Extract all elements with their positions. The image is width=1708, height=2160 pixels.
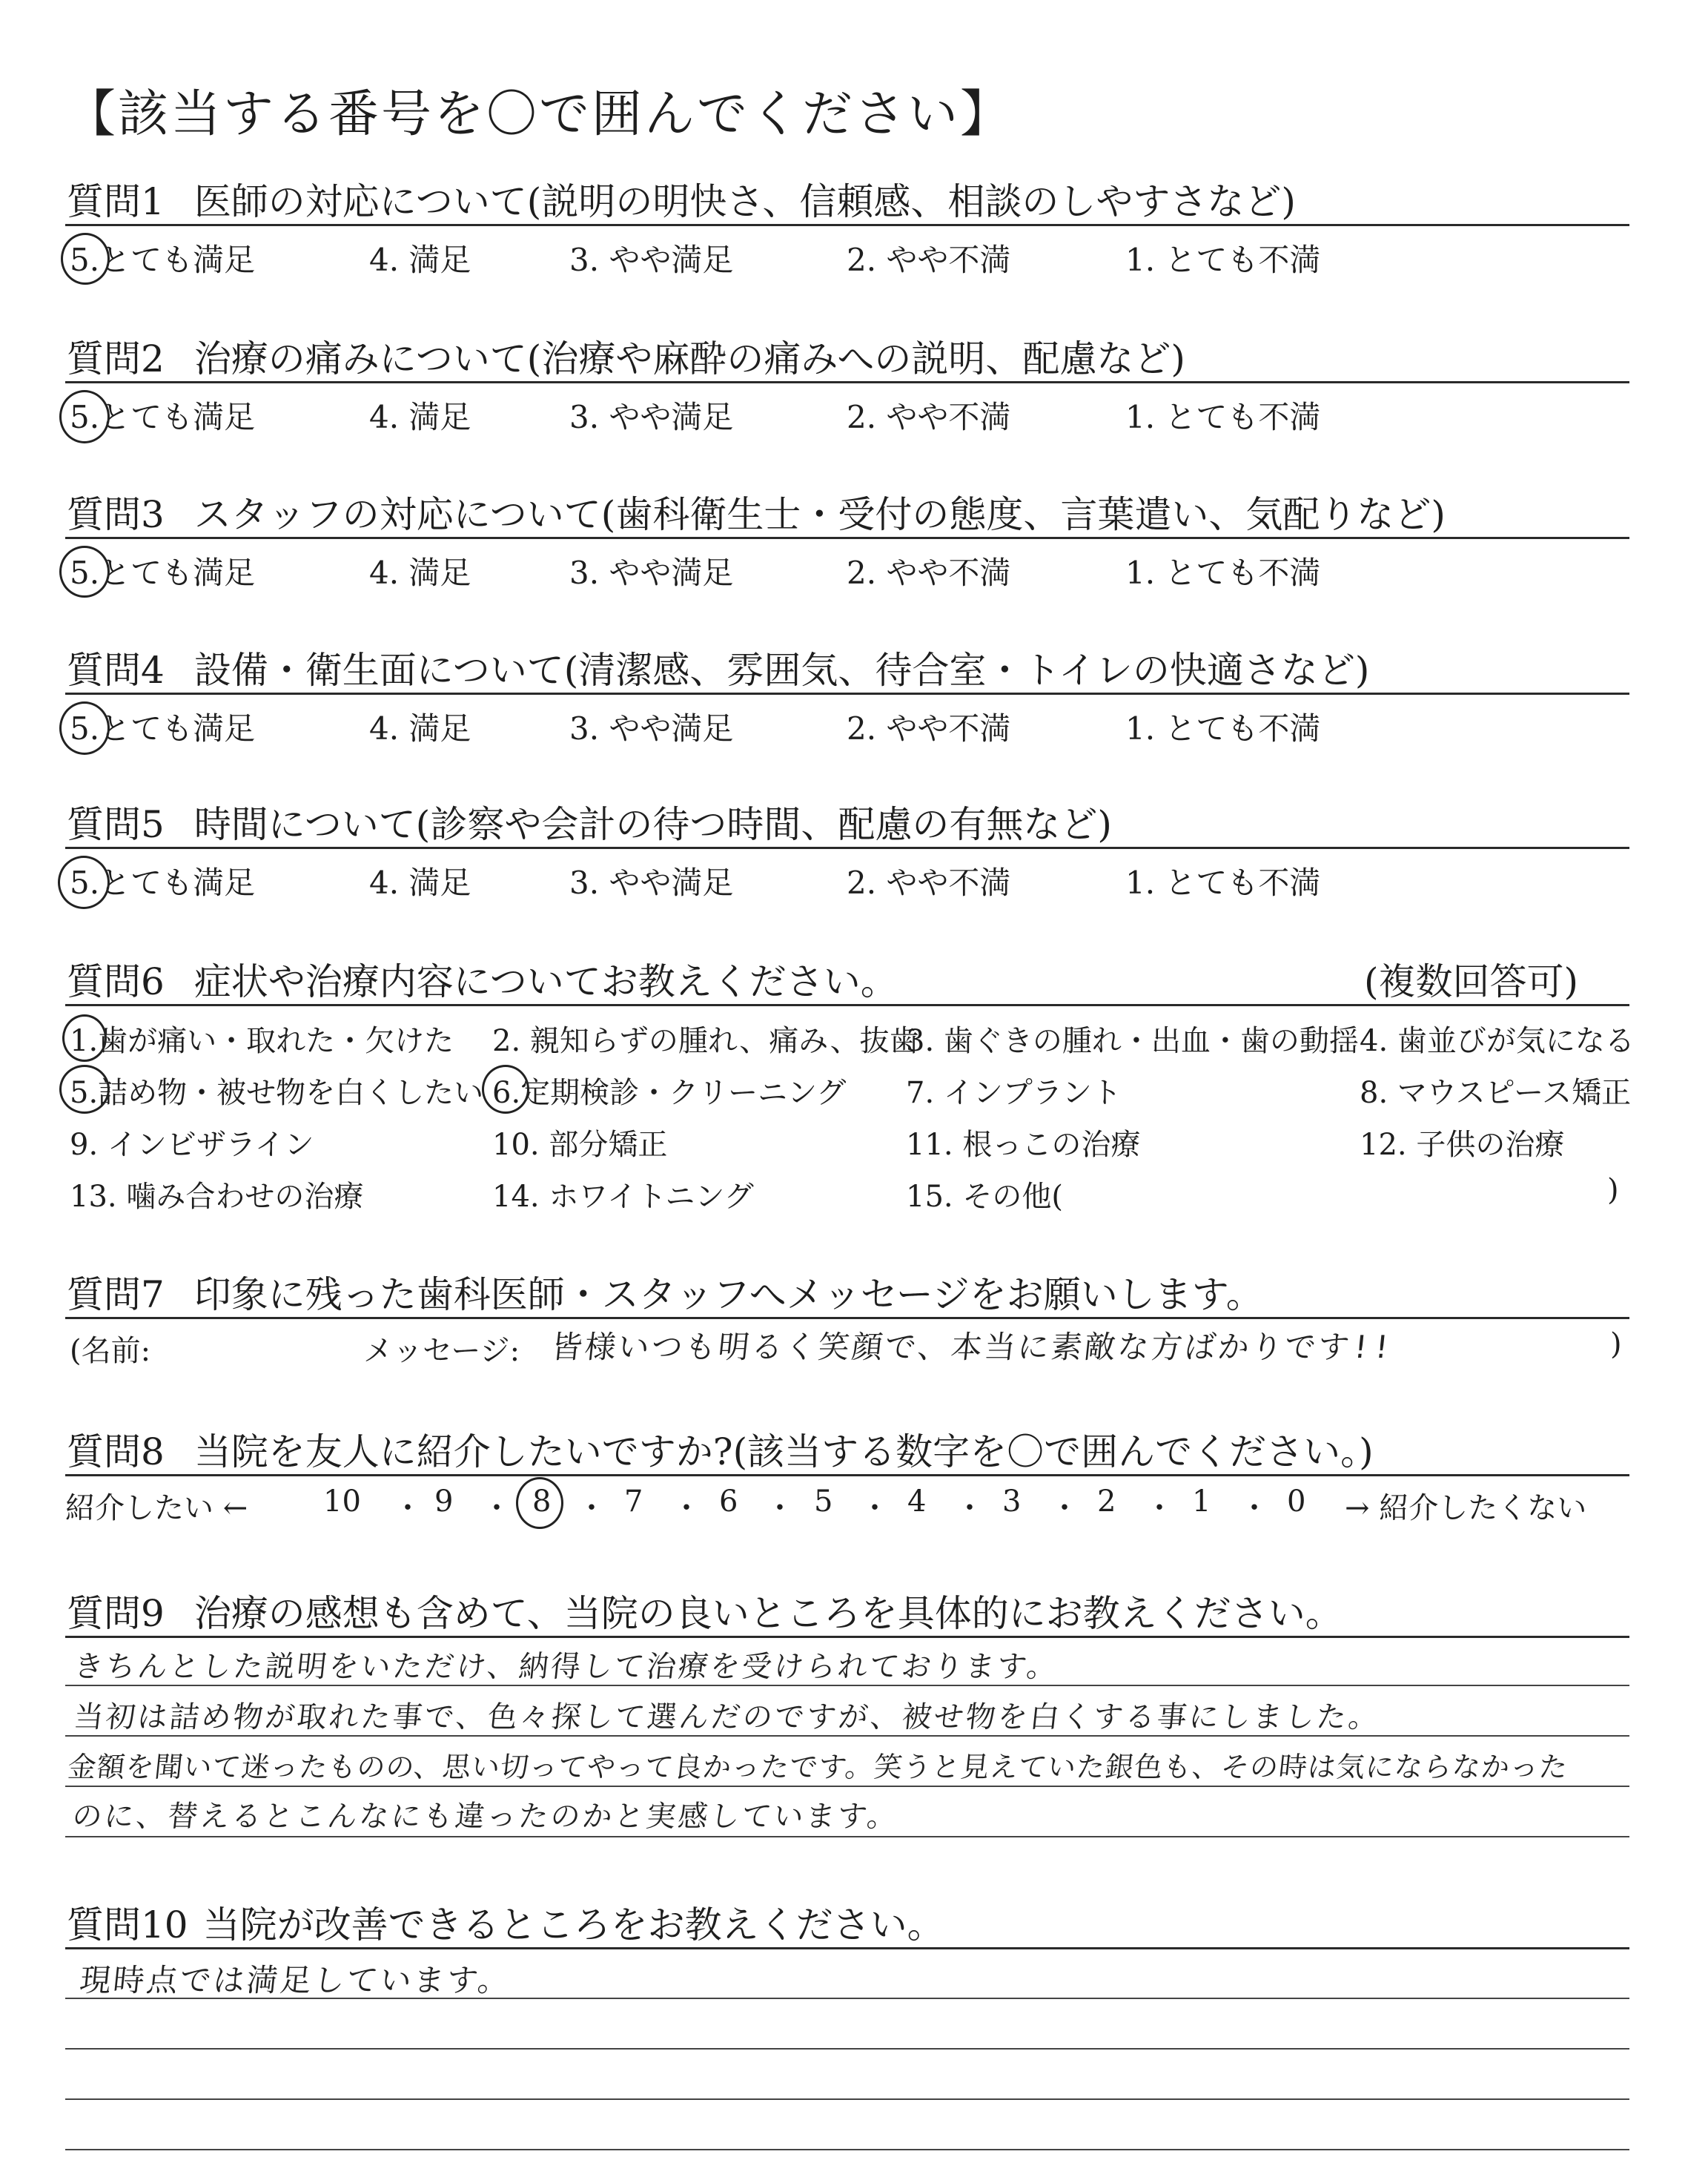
separator-dot: ・ (1050, 1491, 1079, 1525)
question-number: 質問5 (67, 803, 165, 846)
separator-dot: ・ (765, 1491, 795, 1525)
question-text: スタッフの対応について(歯科衛生士・受付の態度、言葉遣い、気配りなど) (193, 493, 1446, 536)
divider (65, 1004, 1629, 1006)
separator-dot: ・ (1145, 1491, 1174, 1525)
option-label: とても満足 (99, 399, 256, 435)
selected-circle-mark (61, 233, 110, 285)
divider (65, 1474, 1629, 1476)
separator-dot: ・ (393, 1491, 423, 1525)
symptom-option-12[interactable]: 12. 子供の治療 (1360, 1128, 1565, 1162)
question-number: 質問3 (67, 493, 165, 536)
symptom-option-10[interactable]: 10. 部分矯正 (492, 1128, 668, 1162)
divider (65, 847, 1629, 849)
question-text: 症状や治療内容についてお教えください。 (193, 960, 898, 1003)
divider (65, 381, 1629, 383)
symptom-option-4[interactable]: 4. 歯並びが気になる (1360, 1024, 1635, 1058)
question-number: 質問7 (67, 1273, 165, 1316)
scale-10[interactable]: 10 (323, 1484, 361, 1519)
question-text: 当院が改善できるところをお教えください。 (202, 1903, 944, 1946)
selected-circle-mark (516, 1477, 563, 1529)
option-3[interactable]: 3. やや満足 (569, 242, 734, 278)
writing-line (65, 2048, 1629, 2050)
option-1[interactable]: 1. とても不満 (1125, 242, 1321, 278)
option-label: とても満足 (99, 242, 256, 278)
option-number: 5. (70, 242, 100, 278)
option-number: 5. (70, 555, 100, 591)
divider (65, 1636, 1629, 1638)
option-number: 1. (70, 1024, 99, 1058)
question-number: 質問6 (67, 960, 165, 1003)
option-3[interactable]: 3. やや満足 (569, 710, 734, 747)
question-5 (67, 795, 1112, 848)
message-label: メッセージ: (363, 1334, 520, 1368)
option-3[interactable]: 3. やや満足 (569, 865, 734, 901)
option-2[interactable]: 2. やや不満 (847, 399, 1011, 435)
recommend-right-label: → 紹介したくない (1345, 1491, 1587, 1525)
handwritten-line[interactable]: 金額を聞いて迷ったものの、思い切ってやって良かったです。笑うと見えていた銀色も、その時は気にならなかった (66, 1751, 1570, 1783)
option-label: 詰め物・被せ物を白くしたい (98, 1076, 484, 1110)
option-4[interactable]: 4. 満足 (369, 710, 471, 747)
selected-circle-mark (59, 1065, 110, 1114)
recommend-left-label: 紹介したい ← (65, 1491, 248, 1525)
question-4 (67, 641, 1369, 694)
option-label: 歯が痛い・取れた・欠けた (98, 1024, 454, 1058)
selected-circle-mark (59, 546, 110, 598)
close-paren: ) (1610, 1327, 1622, 1361)
option-1[interactable]: 1. とても不満 (1125, 865, 1321, 901)
scale-6[interactable]: 6 (719, 1484, 738, 1519)
option-4[interactable]: 4. 満足 (369, 242, 471, 278)
writing-line (65, 1836, 1629, 1837)
question-number: 質問8 (67, 1430, 165, 1473)
symptom-option-7[interactable]: 7. インプラント (906, 1076, 1122, 1110)
question-number: 質問2 (67, 337, 165, 380)
handwritten-line[interactable]: きちんとした説明をいただけ、納得して治療を受けられております。 (72, 1650, 1061, 1684)
option-label: とても満足 (99, 865, 256, 901)
selected-circle-mark (59, 390, 110, 443)
separator-dot: ・ (577, 1491, 606, 1525)
divider (65, 1317, 1629, 1319)
multiple-answer-note: (複数回答可) (1364, 960, 1579, 1003)
symptom-option-1[interactable] (70, 1017, 454, 1060)
separator-dot: ・ (672, 1491, 701, 1525)
selected-circle-mark (59, 701, 110, 755)
symptom-option-13[interactable]: 13. 噛み合わせの治療 (70, 1180, 364, 1214)
scale-2[interactable]: 2 (1097, 1484, 1116, 1519)
question-text: 医師の対応について(説明の明快さ、信頼感、相談のしやすさなど) (193, 180, 1296, 223)
option-number: 5. (70, 865, 100, 901)
handwritten-line[interactable]: のに、替えるとこんなにも違ったのかと実感しています。 (70, 1800, 901, 1834)
scale-7[interactable]: 7 (624, 1484, 643, 1519)
scale-8[interactable]: 8 (532, 1484, 552, 1519)
option-1[interactable]: 1. とても不満 (1125, 399, 1321, 435)
selected-circle-mark (62, 1014, 107, 1062)
writing-line (65, 1786, 1629, 1787)
question-3 (67, 485, 1446, 538)
symptom-option-6[interactable] (492, 1069, 846, 1112)
question-number: 質問1 (67, 180, 165, 223)
option-3[interactable]: 3. やや満足 (569, 399, 734, 435)
scale-5[interactable]: 5 (814, 1484, 833, 1519)
option-3[interactable]: 3. やや満足 (569, 555, 734, 591)
selected-circle-mark (58, 856, 110, 909)
question-2 (67, 329, 1185, 383)
question-text: 時間について(診察や会計の待つ時間、配慮の有無など) (193, 803, 1112, 846)
question-text: 設備・衛生面について(清潔感、雰囲気、待合室・トイレの快適さなど) (193, 649, 1370, 692)
option-1[interactable]: 1. とても不満 (1125, 710, 1321, 747)
option-1[interactable]: 1. とても不満 (1125, 555, 1321, 591)
separator-dot: ・ (955, 1491, 984, 1525)
symptom-option-11[interactable]: 11. 根っこの治療 (906, 1128, 1141, 1162)
handwritten-line[interactable]: 現時点では満足しています。 (78, 1962, 513, 1998)
divider (65, 224, 1629, 226)
writing-line (65, 1998, 1629, 1999)
symptom-option-2[interactable]: 2. 親知らずの腫れ、痛み、抜歯 (492, 1024, 919, 1058)
option-2[interactable]: 2. やや不満 (847, 242, 1011, 278)
question-7 (67, 1265, 1263, 1318)
scale-4[interactable]: 4 (907, 1484, 927, 1519)
writing-line (65, 1685, 1629, 1686)
question-number: 質問9 (67, 1592, 165, 1635)
option-number: 5. (70, 710, 100, 747)
name-label: (名前: (70, 1334, 151, 1368)
symptom-option-9[interactable]: 9. インビザライン (70, 1128, 314, 1162)
option-label: とても満足 (99, 555, 256, 591)
question-text: 治療の痛みについて(治療や麻酔の痛みへの説明、配慮など) (193, 337, 1185, 380)
separator-dot: ・ (482, 1491, 512, 1525)
scale-1[interactable]: 1 (1192, 1484, 1211, 1519)
question-6 (67, 952, 898, 1005)
question-number: 質問4 (67, 649, 165, 692)
option-number: 6. (492, 1076, 521, 1110)
option-4[interactable]: 4. 満足 (369, 399, 471, 435)
option-4[interactable]: 4. 満足 (369, 865, 471, 901)
symptom-option-8[interactable]: 8. マウスピース矯正 (1360, 1076, 1632, 1110)
question-text: 当院を友人に紹介したいですか?(該当する数字を〇で囲んでください。) (193, 1430, 1374, 1473)
option-2[interactable]: 2. やや不満 (847, 865, 1011, 901)
option-2[interactable]: 2. やや不満 (847, 710, 1011, 747)
question-10 (67, 1895, 944, 1949)
writing-line (65, 2149, 1629, 2150)
question-8 (67, 1422, 1374, 1476)
symptom-option-3[interactable]: 3. 歯ぐきの腫れ・出血・歯の動揺 (906, 1024, 1359, 1058)
option-label: 定期検診・クリーニング (520, 1076, 847, 1110)
divider (65, 537, 1629, 539)
divider (65, 1947, 1629, 1949)
handwritten-line[interactable]: 当初は詰め物が取れた事で、色々探して選んだのですが、被せ物を白くする事にしました。 (72, 1700, 1383, 1734)
scale-0[interactable]: 0 (1287, 1484, 1306, 1519)
scale-9[interactable]: 9 (434, 1484, 454, 1519)
symptom-option-15[interactable]: 15. その他( (906, 1180, 1063, 1214)
option-2[interactable]: 2. やや不満 (847, 555, 1011, 591)
option-4[interactable]: 4. 満足 (369, 555, 471, 591)
option-number: 5. (70, 1076, 99, 1110)
question-number: 質問10 (67, 1903, 188, 1946)
scale-3[interactable]: 3 (1002, 1484, 1022, 1519)
separator-dot: ・ (1239, 1491, 1269, 1525)
message-handwritten[interactable]: 皆様いつも明るく笑顔で、本当に素敵な方ばかりです!! (549, 1329, 1396, 1365)
symptom-option-14[interactable]: 14. ホワイトニング (492, 1180, 754, 1214)
selected-circle-mark (482, 1065, 529, 1114)
symptom-option-5[interactable] (70, 1069, 483, 1112)
divider (65, 693, 1629, 695)
separator-dot: ・ (860, 1491, 890, 1525)
question-text: 治療の感想も含めて、当院の良いところを具体的にお教えください。 (193, 1592, 1343, 1635)
instruction-heading: 【該当する番号を〇で囲んでください】 (65, 85, 1013, 144)
writing-line (65, 1735, 1629, 1737)
writing-line (65, 2098, 1629, 2100)
question-9 (67, 1584, 1343, 1637)
question-1 (67, 172, 1296, 225)
question-text: 印象に残った歯科医師・スタッフへメッセージをお願いします。 (193, 1273, 1263, 1316)
close-paren: ) (1607, 1173, 1619, 1207)
option-label: とても満足 (99, 710, 256, 747)
option-number: 5. (70, 399, 100, 435)
